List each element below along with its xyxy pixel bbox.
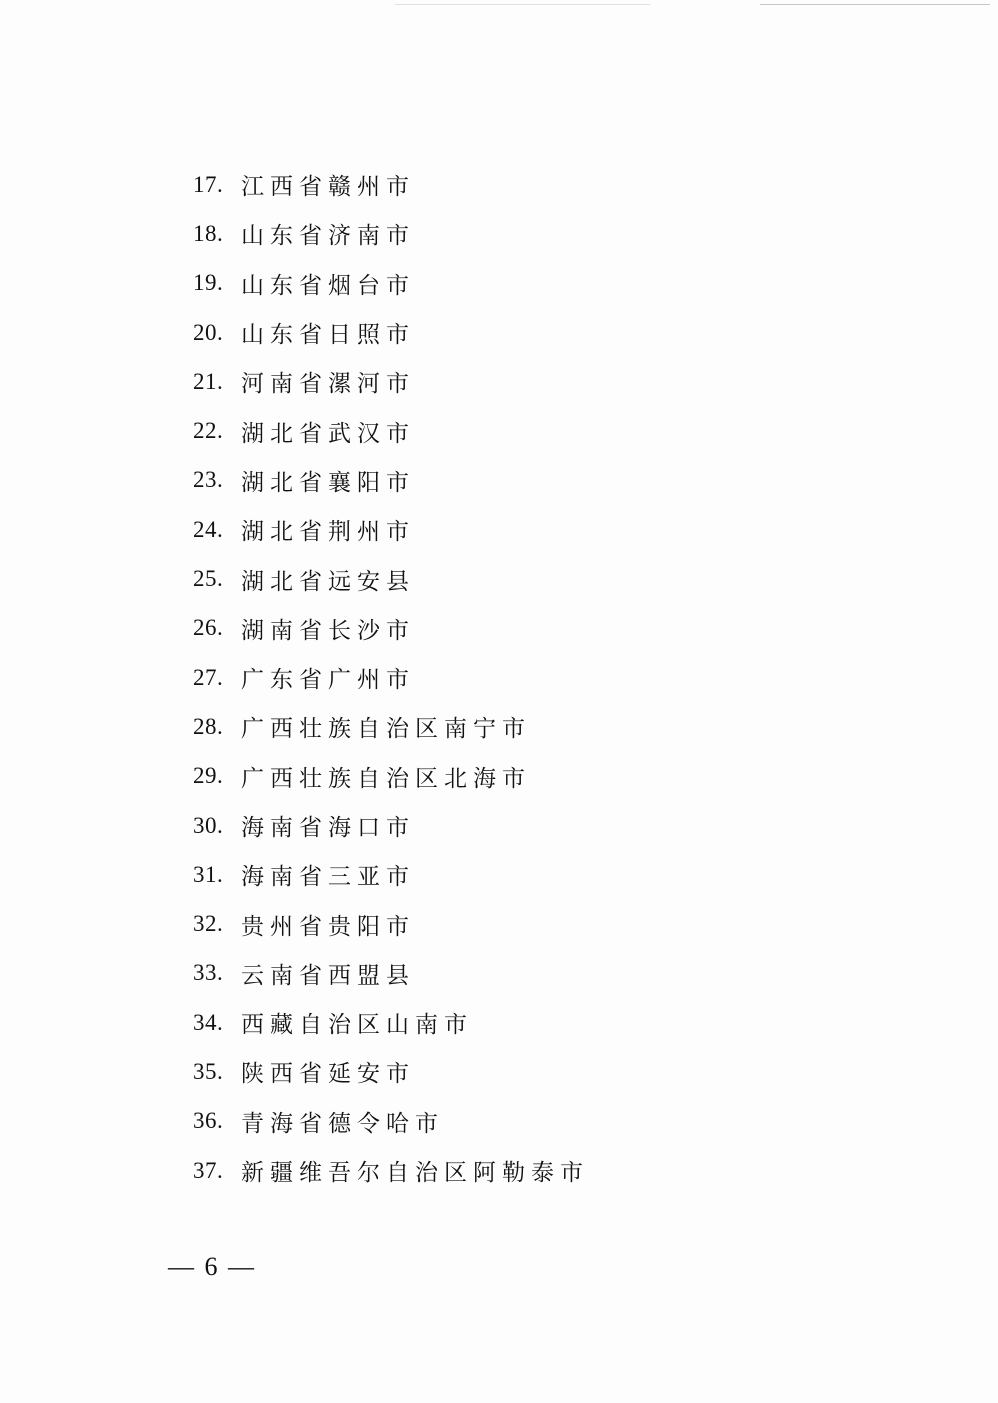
list-item [193, 604, 589, 653]
page-number: — 6 — [168, 1252, 256, 1281]
list-item [193, 1146, 589, 1195]
list-item [193, 357, 589, 406]
item-name: 云南省西盟县 [241, 962, 415, 989]
list-item [193, 752, 589, 801]
item-number: 19. [193, 270, 224, 296]
item-number: 27. [193, 664, 224, 690]
scan-artifact-line [395, 4, 650, 5]
item-name: 山东省烟台市 [241, 272, 415, 299]
item-number: 20. [193, 319, 224, 345]
item-name: 海南省海口市 [241, 815, 415, 841]
list-item [193, 850, 589, 899]
item-number: 25. [193, 566, 224, 592]
item-number: 35. [193, 1058, 224, 1084]
item-name: 湖北省襄阳市 [241, 469, 415, 496]
item-number: 33. [193, 960, 224, 986]
item-name: 广东省广州市 [241, 667, 415, 694]
item-number: 26. [193, 615, 224, 641]
item-name: 陕西省延安市 [241, 1061, 415, 1088]
item-name: 江西省赣州市 [241, 174, 415, 201]
item-number: 37. [193, 1157, 224, 1183]
item-number: 24. [193, 516, 224, 542]
list-item [193, 209, 589, 258]
list-item [193, 653, 589, 702]
item-number: 18. [193, 220, 224, 246]
item-number: 21. [193, 368, 224, 394]
list-item [193, 801, 589, 850]
item-name: 湖北省荆州市 [241, 519, 415, 546]
list-item [193, 308, 589, 357]
list-item [193, 160, 589, 209]
list-item [193, 406, 589, 455]
item-number: 36. [193, 1108, 224, 1134]
item-name: 山东省济南市 [241, 223, 415, 250]
item-name: 山东省日照市 [241, 322, 415, 349]
item-number: 32. [193, 911, 224, 937]
list-item [193, 1097, 589, 1146]
item-name: 湖北省远安县 [241, 568, 415, 595]
item-number: 22. [193, 418, 224, 444]
list-item [193, 702, 589, 751]
list-item [193, 505, 589, 554]
item-number: 29. [193, 763, 224, 789]
item-name: 广西壮族自治区南宁市 [241, 716, 531, 743]
list-item [193, 1047, 589, 1096]
city-list [193, 160, 589, 1195]
scan-artifact-line [760, 4, 990, 5]
item-name: 新疆维吾尔自治区阿勒泰市 [241, 1160, 589, 1187]
item-number: 30. [193, 812, 224, 838]
list-item [193, 899, 589, 948]
item-number: 31. [193, 861, 224, 887]
item-name: 贵州省贵阳市 [241, 913, 415, 940]
list-item [193, 259, 589, 308]
item-name: 海南省三亚市 [241, 864, 415, 891]
item-name: 广西壮族自治区北海市 [241, 765, 531, 792]
item-name: 湖南省长沙市 [241, 617, 415, 644]
item-name: 河南省漯河市 [241, 371, 415, 398]
item-name: 西藏自治区山南市 [241, 1012, 473, 1039]
list-item [193, 554, 589, 603]
item-name: 湖北省武汉市 [241, 420, 415, 447]
list-item [193, 998, 589, 1047]
list-item [193, 949, 589, 998]
item-number: 28. [193, 713, 224, 739]
item-number: 17. [193, 171, 224, 197]
item-number: 34. [193, 1009, 224, 1035]
item-name: 青海省德令哈市 [241, 1110, 444, 1137]
list-item [193, 456, 589, 505]
item-number: 23. [193, 467, 224, 493]
